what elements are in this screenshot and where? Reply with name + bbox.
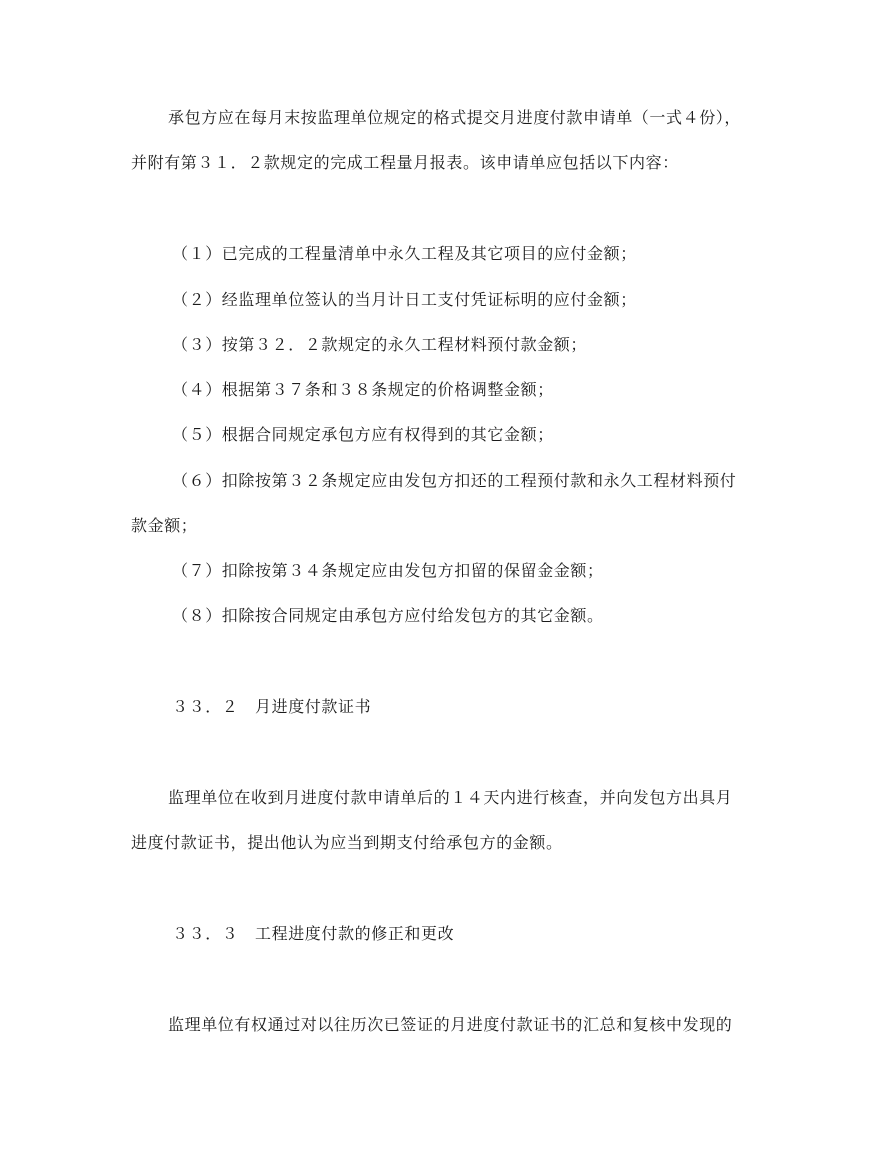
list-item: （３）按第３２．２款规定的永久工程材料预付款金额； [172,335,588,354]
list-item: （４）根据第３７条和３８条规定的价格调整金额； [172,380,554,399]
list-item-continuation: 款金额； [131,516,198,535]
list-item: （１）已完成的工程量清单中永久工程及其它项目的应付金额； [172,244,637,263]
list-item: （７）扣除按第３４条规定应由发包方扣留的保留金金额； [172,561,604,580]
paragraph-line: 进度付款证书，提出他认为应当到期支付给承包方的金额。 [131,833,563,852]
paragraph-line: 并附有第３１．２款规定的完成工程量月报表。该申请单应包括以下内容： [131,153,679,172]
paragraph-line: 承包方应在每月末按监理单位规定的格式提交月进度付款申请单（一式４份）， [168,108,742,127]
section-heading: ３３．３ 工程进度付款的修正和更改 [172,924,455,943]
list-item: （６）扣除按第３２条规定应由发包方扣还的工程预付款和永久工程材料预付 [172,471,737,490]
paragraph-line: 监理单位有权通过对以往历次已签证的月进度付款证书的汇总和复核中发现的 [168,1015,733,1034]
list-item: （２）经监理单位签认的当月计日工支付凭证标明的应付金额； [172,290,637,309]
paragraph-line: 监理单位在收到月进度付款申请单后的１４天内进行核查，并向发包方出具月 [168,788,733,807]
list-item: （８）扣除按合同规定由承包方应付给发包方的其它金额。 [172,606,604,625]
section-heading: ３３．２ 月进度付款证书 [172,697,372,716]
list-item: （５）根据合同规定承包方应有权得到的其它金额； [172,425,554,444]
